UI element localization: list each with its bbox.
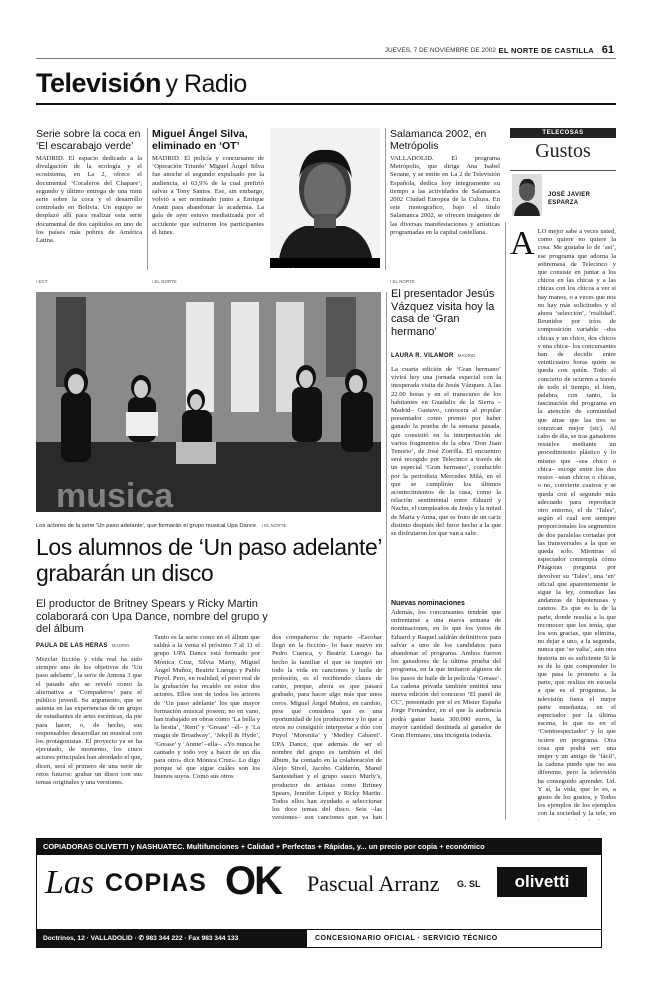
article-coca-body: MADRID. El espacio dedicado a la divulgación de la ecología y el ecosistema, en La 2, ofrece el documental ‘Cocaleros del Chapare’, segundo y último entrega de una mini serie sobre la coca y el desarrollo controlado en Bolivia. Un equipo se desplazó allí para realizar esta serie documental de dos capítulos en uno de los países más pobres de América Latina. (36, 155, 142, 245)
ad-script: Las (45, 864, 95, 901)
article-ot-credit: / EL NORTE (152, 279, 177, 284)
main-col1 (36, 634, 142, 830)
ad-copias: COPIAS (105, 869, 207, 897)
column-author-first: JOSÉ JAVIER (548, 192, 591, 198)
page-number: 61 (601, 44, 614, 56)
advertisement (36, 838, 602, 948)
article-gh-byline-city: MADRID (457, 353, 476, 358)
section-title-bold: Televisión (36, 68, 162, 98)
main-col3-body: dos compañeros de reparto –Escobar llegó en la ficción– lo hace nuevo en Pedro Cuenca, y Beatriz Luengo ha hecho la familiar el que se inspiró en todo la vida en canciones y baila de profesión, es el recibiendo clases de canto, porque, ahora es que pasará grabado, para hacer algo más que unos coros. Miguel Ángel Muñoz, en cambio, pese que considera que es una oportunidad de los productores y lo que a otros no consiguió: interpretar a dúo con Puyol ‘Morenita’ y ‘Medley Cabaret’. UPA Dance, que además de ser el nombre del grupo es también el del álbum, ha contado en la colaboración de Alejo Stivel, Jacobo Calderón, Manel Santesteban y el grupo sueco Murly’s, productor de artistas como Britney Spears, Jennifer López y Ricky Martin. Todos ellos han ayudado a seleccionar los doce temas del disco. Seis –las versiones– son canciones que ya han (272, 634, 382, 820)
article-coca-credit: / ECT (36, 279, 48, 284)
section-rule (36, 103, 616, 105)
column-dropcap: A (510, 228, 535, 262)
article-salamanca-body: VALLADOLID. El programa Metrópolis, que dirige Ana Isabel Seoane, y se emite en La 2 de Televisión Española, dedica hoy íntegramente su tiempo a las actividades de Salamanca 2002 Ciudad Europea de la Cultura. En este monográfico, bajo el título Salamanca 2002, se ofrecen imágenes de las diversas manifestaciones y artísticas programadas en la capital castellana. (390, 155, 500, 236)
masthead-paper: EL NORTE DE CASTILLA (498, 46, 594, 55)
main-photo-caption: Los actores de la serie ‘Un paso adelante’, que formarán el grupo musical Upa Dance. (36, 523, 258, 529)
divider (386, 292, 387, 820)
divider (505, 222, 506, 820)
column-box (510, 128, 616, 220)
ad-tagline: CONCESIONARIO OFICIAL · SERVICIO TÉCNICO (315, 935, 498, 942)
article-gh-body2: Además, los concursantes tendrán que enfrentarse a una nueva semana de nominaciones, en lo que los votos de Eduard y Raquel saldrán definitivos para salvar a uno de los candidatos para abandonar el programa. Ambos fueron los ganadores de la última prueba del programa, en la que imitaron algunos de los pasos de baile de la película ‘Grease’. La cadena privada también emitirá una nueva edición del concurso ‘El panel de CC’, presentado por el ex Míster España Jorge Fernández, en el que la audiencia podrá ganar hasta 300.000 euros, la mayor cantidad destinada al ganador de Gran Hermano, una incógnita todavía. (391, 609, 501, 740)
article-gh-subhead: Nuevas nominaciones (391, 600, 465, 607)
ad-address: Doctrinos, 12 · VALLADOLID · ✆ 983 344 222 · Fax 983 344 133 (37, 930, 307, 947)
main-byline-name: PAULA DE LAS HERAS (36, 643, 108, 649)
portrait-image (270, 128, 380, 268)
silva-caption-bar (270, 258, 380, 268)
article-coca-headline: Serie sobre la coca en ‘El escarabajo verde’ (36, 128, 141, 152)
article-salamanca (390, 128, 500, 288)
main-col2-body: Tanto es la serie como en el álbum que saldrá a la venta el próximo 7 al 11 el grupo UPA Dance está formado por Mónica Cruz, Silvia Marty, Miguel Ángel Muñoz, Beatriz Luengo y Pablo Puyol. Pero, en realidad, el peso real de la grabación ha recaído en estos dos actores. Ellos son de todos los actores de ‘Un paso adelante’ los que mayor formación musical poseen; no en vano, han trabajado en obras como ‘La bella y la bestia’, ‘Rent’ y ‘Grease’ –él– y ‘La magia de Broadway’, ‘Jekyll & Hyde’, ‘Grease’ y ‘Annie’ –ella–. «Yo nunca he cantado y todo voy a hacer de un día para otro» dice Mónica Cruz». Lo digo porque sé que sigue cuáles son los buenos suyos. Como sus otros (154, 634, 260, 781)
ad-top: COPIADORAS OLIVETTI y NASHUATEC. Multifunciones + Calidad + Perfectas + Rápidas, y... un precio por copia + económico (37, 839, 601, 855)
main-col1-body: Mezclar ficción y vida real ha sido siempre uno de los objetivos de ‘Un paso adelante’, la serie de Antena 3 que el pasado año se reveló como la alternativa a ‘Compañeros’ para el público juvenil. Su argumento, que se asienta en las experiencias de un grupo de estudiantes de artes escénicas, da pie para hacer, o, de hecho, sus responsables desarrollar un musical con los protagonistas. El proyecto ya se ha ejecutado, de momento, los cinco actores principales han abordado el que, dicen, será el primero de una serie de retos futuros: grabar un disco con sus temas originales y una versiones. (36, 656, 142, 787)
ad-suffix: G. SL (457, 879, 481, 889)
column-rule (510, 170, 616, 171)
svg-text:musica: musica (56, 477, 174, 512)
author-photo (512, 174, 542, 216)
ad-footer (37, 929, 601, 947)
column-body-wrap (510, 228, 616, 820)
column-title: Gustos (535, 140, 591, 162)
ad-olivetti: olivetti (497, 867, 587, 897)
silva-photo (270, 128, 380, 268)
section-title (36, 68, 247, 99)
ad-brand: Pascual Arranz (307, 871, 440, 896)
main-photo (36, 292, 381, 512)
main-byline (36, 634, 142, 652)
article-gh-headline: El presentador Jesús Vázquez visita hoy la casa de ‘Gran hermano’ (391, 288, 495, 338)
column-author-last: ESPARZA (548, 200, 579, 206)
column-body: LO mejor sabe a veces usted, como quiere no quiere la cosa. Me gustaba lo de ‘así’, ese programa que adorna la sobremesa de Telecinco y que consiste en juntar a los chicos en las chicas y a las chicas con los chicos a ver si hay manos, o a veces que nos no hay más solicitudes y el ahora ‘selección’, ‘realidad’. Reunidos por tríos de composición variable –dos chicas y un chico, dos chicos y una chica– los concursantes han de decidir entre veinticuatro horas quién se queda con quién. Todo el concierto de ocurren a través de todo el tiempo, el bien, palabra, con tanto, la fascinación del programa en la atención de comunidad que atrae que las tres se conozcan mejor (sic). Al cabo de día, se tras ganadores resuelve mediante un procedimiento plástico y lo mismo que –sea chico o chica– escoge entre los dos restos –sean chicos o chicas, o no, convierte cuatros y se queda con el segundo más adecuado para reproducir otro entorno, el de ‘Tales’, según el cual son siempre proporcionales los segmentos de dos paralelas cortadas por las transversales a la que se queda solo. Mientras el espectador contempla cómo Pitágoras pregunta por devolver su ‘Tales’, una ‘en’ oficial que aparentemente le sigue la ley, comedias las andanzas de hipotenusas y catetos. Es que es la de la parte, donde resulta a la que reconocer que los tenía, que los son gracias, que elimina, no dejar a uno, a la segunda, nunca que ‘se valía’, aún otra historia no es suficiente Si le es de lo que comprender lo que pasa le prometo a la parte, que realiza en escuela a que es el programa, la televisión fuera el mejor parte enseñanza, en el espectador por la última escena, lo que es en el ‘Cientoespectador’ y lo que ocurre en programa. Otra cosa que podrá ser: una mujer y un amigo de ‘fácil’, la cadena puede que no sea diferente, pero la televisión ha conseguido aprender. Ud. Y sí, la vida, que lo es, a gusto de los gustos, y Todos los ejemplos de los ejemplos con la sociedad y la tele, en (537, 228, 616, 818)
main-headline: Los alumnos de ‘Un paso adelante’ grabarán un disco (36, 534, 382, 586)
article-ot-headline: Miguel Ángel Silva, eliminado en ‘OT’ (152, 128, 248, 152)
article-salamanca-credit: / EL NORTE (390, 279, 415, 284)
main-deck: El productor de Britney Spears y Ricky Martin colaborará con Upa Dance, nombre del grupo y del álbum (36, 598, 268, 635)
masthead-rule (36, 58, 616, 59)
column-kicker: TELECOSAS (510, 128, 616, 138)
article-gh-body: La cuarta edición de ‘Gran hermano’ vivirá hoy una jornada especial con la inesperada visita de Jesús Vázquez. A las 22.00 horas y en el transcurso de los habitantes en Guadalix de la Sierra –Madrid– Gustavo, conocerá al popular presentador como premio por haber ganado la prueba de la semana pasada, que consistió en la interpretación de varios fragmentos de la obra ‘Don Juan Tenorio’, de José Zorrilla. El encuentro será recogido por Telecinco a través de un especial ‘Gran hermano’, conducido por la periodista Mercedes Milá, en el que se cumplirán los últimos acontecimientos de la casa, como la relación sentimental entre Eduard y Nacho, el cumpleaños de Jesús y la mitad de Marta y Anna, que es fruto de un cariz distinto después del furor hecho a la que se disfrutaron los que van a salir. (391, 366, 501, 538)
divider (385, 128, 386, 270)
article-coca (36, 128, 142, 288)
main-byline-city: MADRID (111, 643, 130, 648)
article-gh (391, 288, 501, 805)
masthead (36, 44, 616, 58)
divider (147, 128, 148, 270)
cast-photo-image (36, 292, 381, 512)
article-ot-body: MADRID. El policía y concursante de ‘Operación Triunfo’ Miguel Ángel Silva fue anoche el segundo expulsado por la audiencia, el 63,9% de la cual prefirió salvar a Tony Santos. Ese, sin embargo, volvió a ser nominado junto a Enrique Anaut para abandonar la academia. La gala de ayer estuvo mediatizada por el accidente que sufrieron los participantes el lunes. (152, 155, 264, 236)
article-salamanca-headline: Salamanca 2002, en Metrópolis (390, 128, 487, 152)
masthead-date: JUEVES, 7 DE NOVIEMBRE DE 2002 (384, 47, 496, 54)
main-photo-credit: / EL NORTE (261, 523, 287, 528)
article-gh-byline (391, 344, 501, 362)
ad-ok: OK (225, 859, 281, 903)
article-ot (152, 128, 264, 288)
main-photo-caption-wrap (36, 514, 381, 532)
article-gh-byline-name: LAURA R. VILAMOR (391, 353, 454, 359)
section-title-light: y Radio (165, 70, 247, 98)
